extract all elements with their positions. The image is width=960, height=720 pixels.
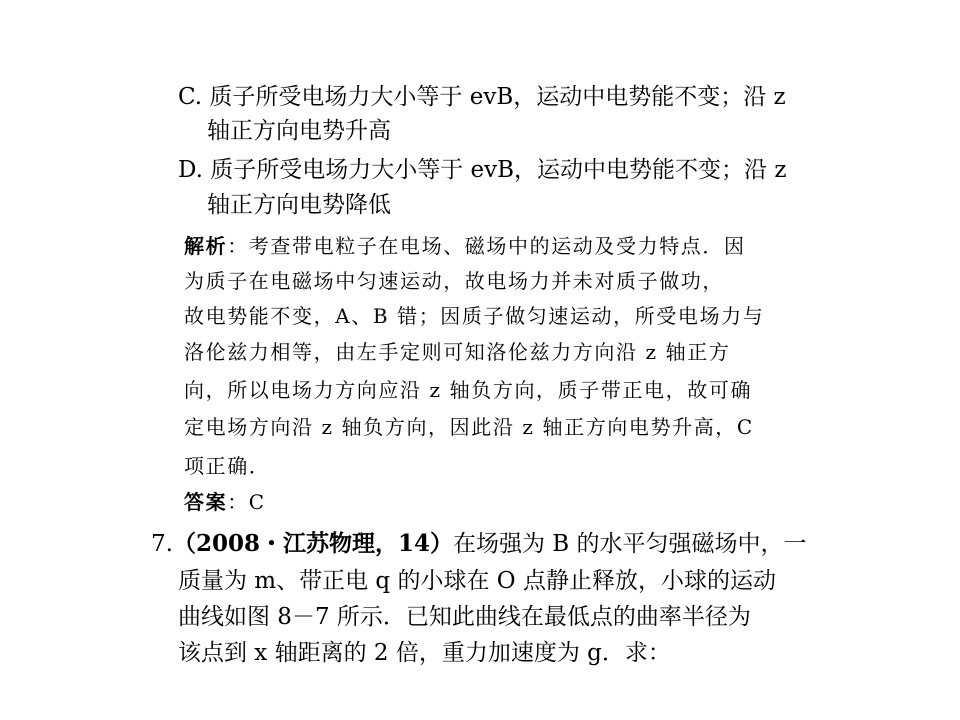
question-7-line-3: 曲线如图 8－7 所示．已知此曲线在最低点的曲率半径为: [178, 604, 751, 630]
analysis-line-3: 故电势能不变，A、B 错；因质子做匀速运动，所受电场力与: [184, 304, 765, 328]
analysis-line-6: 定电场方向沿 z 轴负方向，因此沿 z 轴正方向电势升高，C: [184, 415, 754, 439]
option-d-line-1: D. 质子所受电场力大小等于 evB，运动中电势能不变；沿 z: [178, 157, 787, 183]
answer-value: ：C: [227, 490, 266, 514]
answer-label: 答案: [184, 490, 228, 514]
analysis-line-1: [184, 236, 746, 256]
question-7-line-2: 质量为 m、带正电 q 的小球在 O 点静止释放，小球的运动: [178, 568, 776, 594]
analysis-line-4: 洛伦兹力相等，由左手定则可知洛伦兹力方向沿 z 轴正方: [184, 340, 731, 364]
question-7-line-1: [151, 532, 807, 556]
question-text-1: 在场强为 B 的水平匀强磁场中，一: [452, 531, 807, 557]
analysis-line-7: 项正确．: [184, 454, 271, 478]
answer-line: [184, 492, 266, 512]
question-number: 7.: [151, 531, 173, 557]
option-c-line-2: 轴正方向电势升高: [207, 118, 391, 144]
option-d-line-2: 轴正方向电势降低: [207, 192, 391, 218]
analysis-label: 解析: [184, 234, 228, 258]
analysis-text-1: ：考查带电粒子在电场、磁场中的运动及受力特点．因: [227, 234, 746, 258]
analysis-line-5: 向，所以电场力方向应沿 z 轴负方向，质子带正电，故可确: [184, 378, 753, 402]
question-source: （2008・江苏物理，14）: [172, 530, 453, 557]
option-c-line-1: C. 质子所受电场力大小等于 evB，运动中电势能不变；沿 z: [178, 84, 786, 110]
question-7-line-4: 该点到 x 轴距离的 2 倍，重力加速度为 g．求：: [178, 640, 671, 666]
analysis-line-2: 为质子在电磁场中匀速运动，故电场力并未对质子做功，: [184, 269, 724, 293]
